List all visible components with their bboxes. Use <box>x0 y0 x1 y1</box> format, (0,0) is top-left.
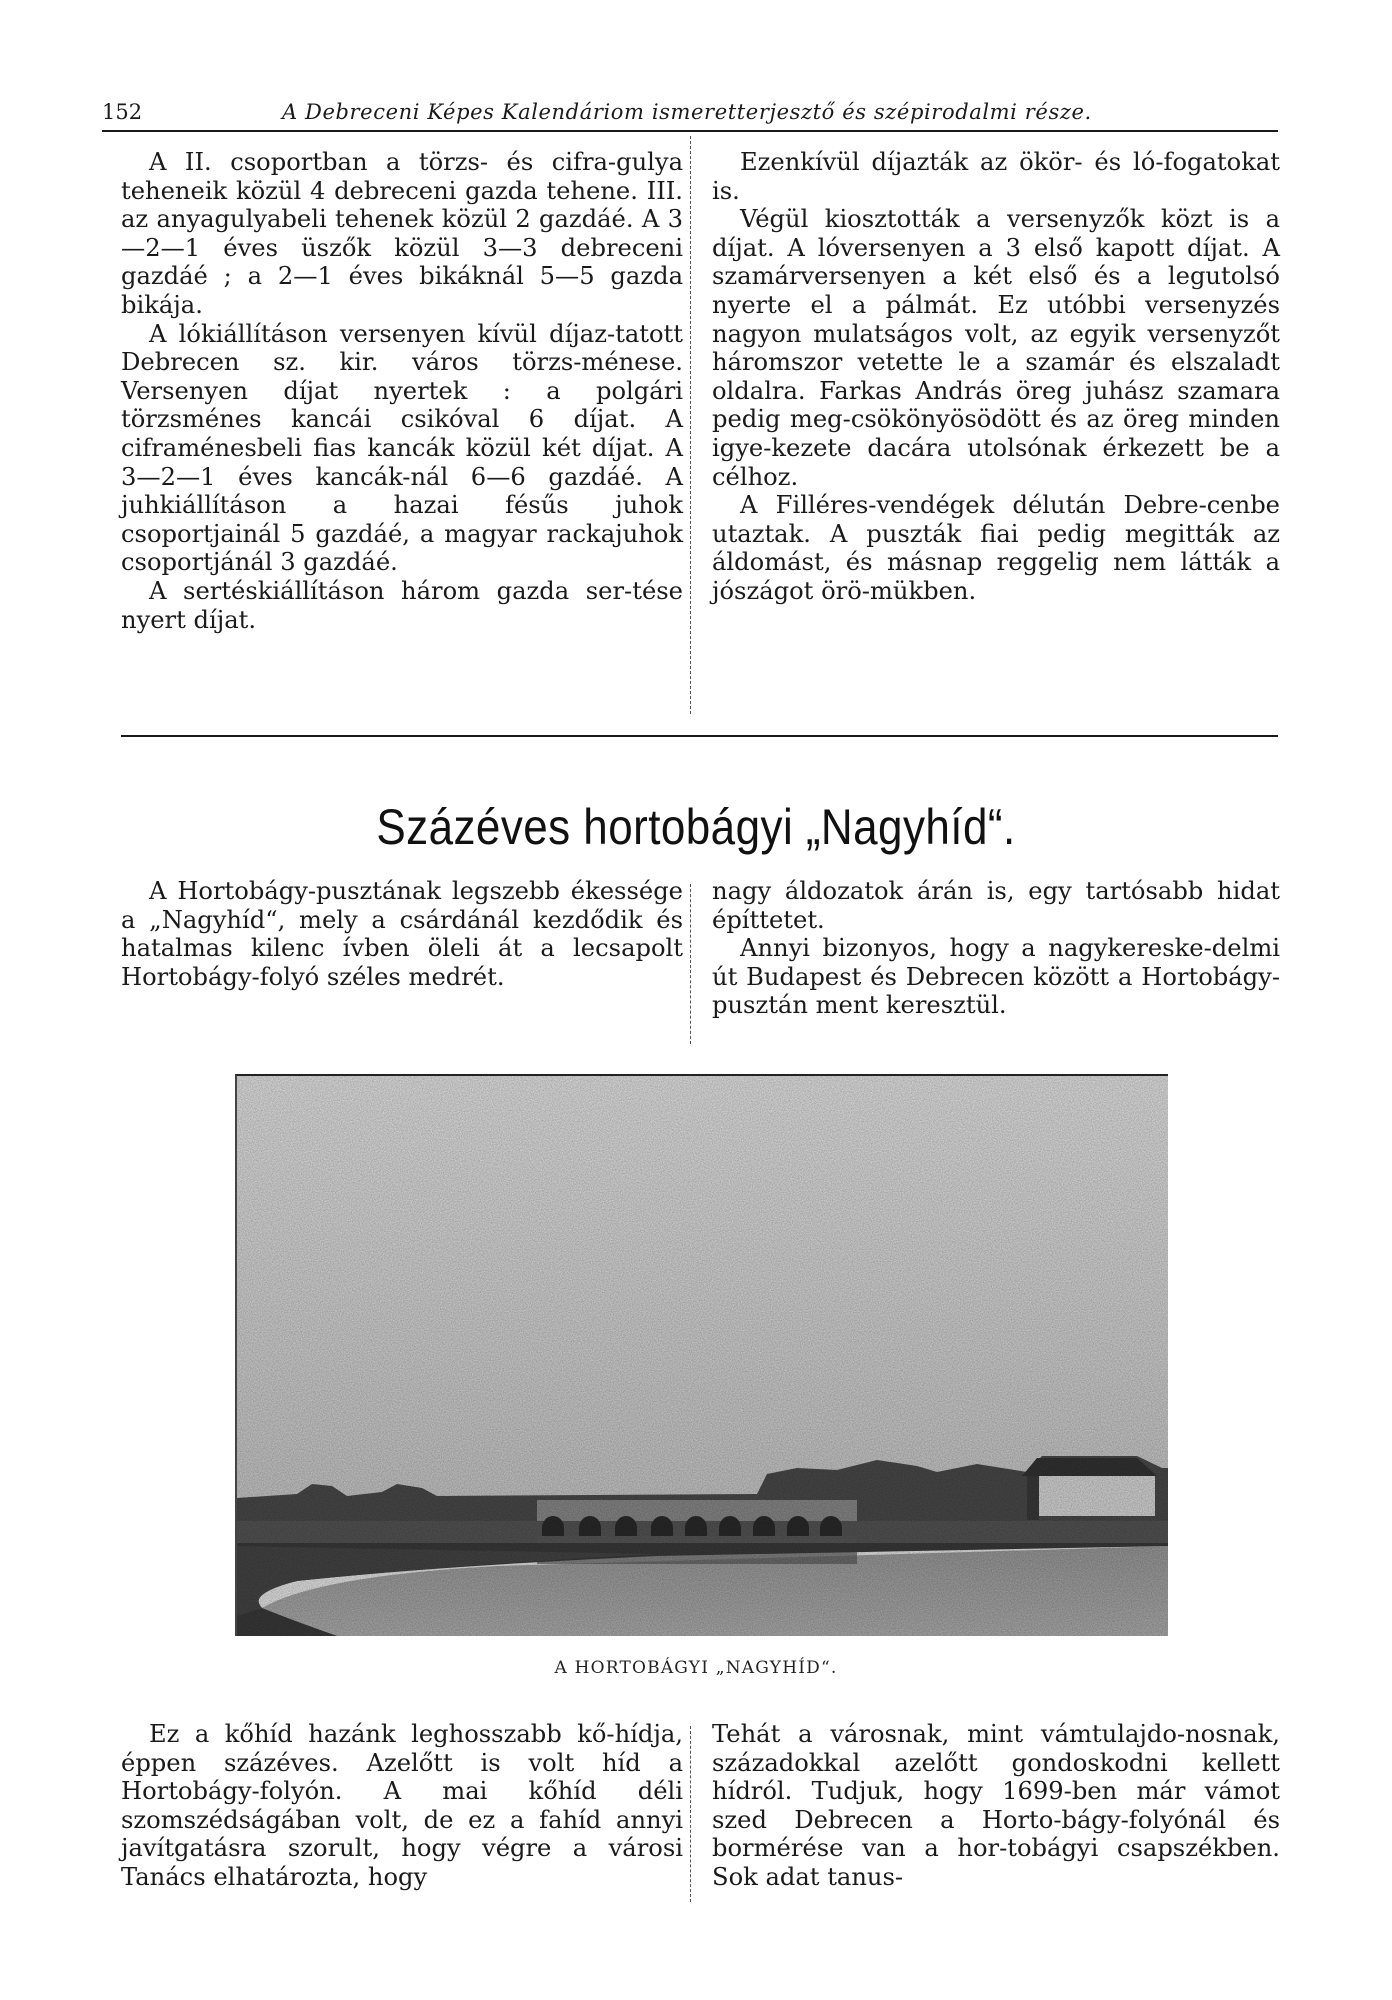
photo-caption: A HORTOBÁGYI „NAGYHÍD“. <box>554 1658 838 1678</box>
paragraph: A Filléres-vendégek délután Debre-cenbe utaztak. A puszták fiai pedig megitták az áldomást, és másnap reggelig nem látták a jószágot örö-mükben. <box>712 491 1280 605</box>
paragraph: A Hortobágy-pusztának legszebb ékessége a „Nagyhíd“, mely a csárdánál kezdődik és hatalmas kilenc ívben öleli át a lecsapolt Hortobágy-folyó széles medrét. <box>121 877 683 991</box>
section-divider <box>121 735 1278 737</box>
article-title: Százéves hortobágyi „Nagyhíd“. <box>376 799 1016 855</box>
paragraph: Ezenkívül díjazták az ökör- és ló-fogatokat is. <box>712 148 1280 205</box>
bridge-photo-illustration <box>237 1076 1168 1636</box>
paragraph: Végül kiosztották a versenyzők közt is a díjat. A lóversenyen a 3 első kapott díjat. A szamárversenyen a két első és a legutolsó nyerte el a pálmát. Ez utóbbi versenyzés nagyon mulatságos volt, az egyik versenyzőt háromszor vetette le a szamár és elszaladt oldalra. Farkas András öreg juhász szamara pedig meg-csökönyösödött és az öreg minden igye-kezete dacára utolsónak érkezett be a célhoz. <box>712 205 1280 491</box>
page-header <box>102 100 1278 132</box>
article-body-left <box>121 1720 683 1892</box>
column-divider <box>690 884 691 1044</box>
bridge-photo <box>235 1074 1168 1636</box>
paragraph: Annyi bizonyos, hogy a nagykereske-delmi út Budapest és Debrecen között a Hortobágy-pusztán ment keresztül. <box>712 934 1280 1020</box>
running-title: A Debreceni Képes Kalendáriom ismeretterjesztő és szépirodalmi része. <box>282 100 1092 124</box>
article-intro-left <box>121 877 683 991</box>
paragraph: A II. csoportban a törzs- és cifra-gulya teheneik közül 4 debreceni gazda tehene. III. az anyagulyabeli tehenek közül 2 gazdáé. A 3—2—1 éves üszők közül 3—3 debreceni gazdáé ; a 2—1 éves bikáknál 5—5 gazda bikája. <box>121 148 683 319</box>
article-intro-right <box>712 877 1280 1020</box>
article-body-right <box>712 1720 1280 1892</box>
paragraph: Ez a kőhíd hazánk leghosszabb kő-hídja, éppen százéves. Azelőtt is volt híd a Hortobágy-folyón. A mai kőhíd déli szomszédságában volt, de ez a fahíd annyi javítgatásra szorult, hogy végre a városi Tanács elhatározta, hogy <box>121 1720 683 1891</box>
paragraph: Tehát a városnak, mint vámtulajdo-nosnak, századokkal azelőtt gondoskodni kellett hídról. Tudjuk, hogy 1699-ben már vámot szed Debrecen a Horto-bágy-folyónál és bormérése van a hor-tobágyi csapszékben. Sok adat tanus- <box>712 1720 1280 1891</box>
page-number: 152 <box>102 100 143 124</box>
column-divider <box>690 136 691 714</box>
paragraph: nagy áldozatok árán is, egy tartósabb hidat építtetet. <box>712 877 1280 934</box>
top-right-column <box>712 148 1280 606</box>
paragraph: A sertéskiállításon három gazda ser-tése nyert díjat. <box>121 576 683 634</box>
paragraph: A lókiállításon versenyen kívül díjaz-tatott Debrecen sz. kir. város törzs-ménese. Versenyen díjat nyertek : a polgári törzsménes kancái csikóval 6 díjat. A ciframénesbeli fias kancák közül két díjat. A 3—2—1 éves kancák-nál 6—6 gazdáé. A juhkiállításon a hazai fésűs juhok csoportjainál 5 gazdáé, a magyar rackajuhok csoportjánál 3 gazdáé. <box>121 319 683 577</box>
top-left-column <box>121 148 683 634</box>
column-divider <box>690 1726 691 1902</box>
